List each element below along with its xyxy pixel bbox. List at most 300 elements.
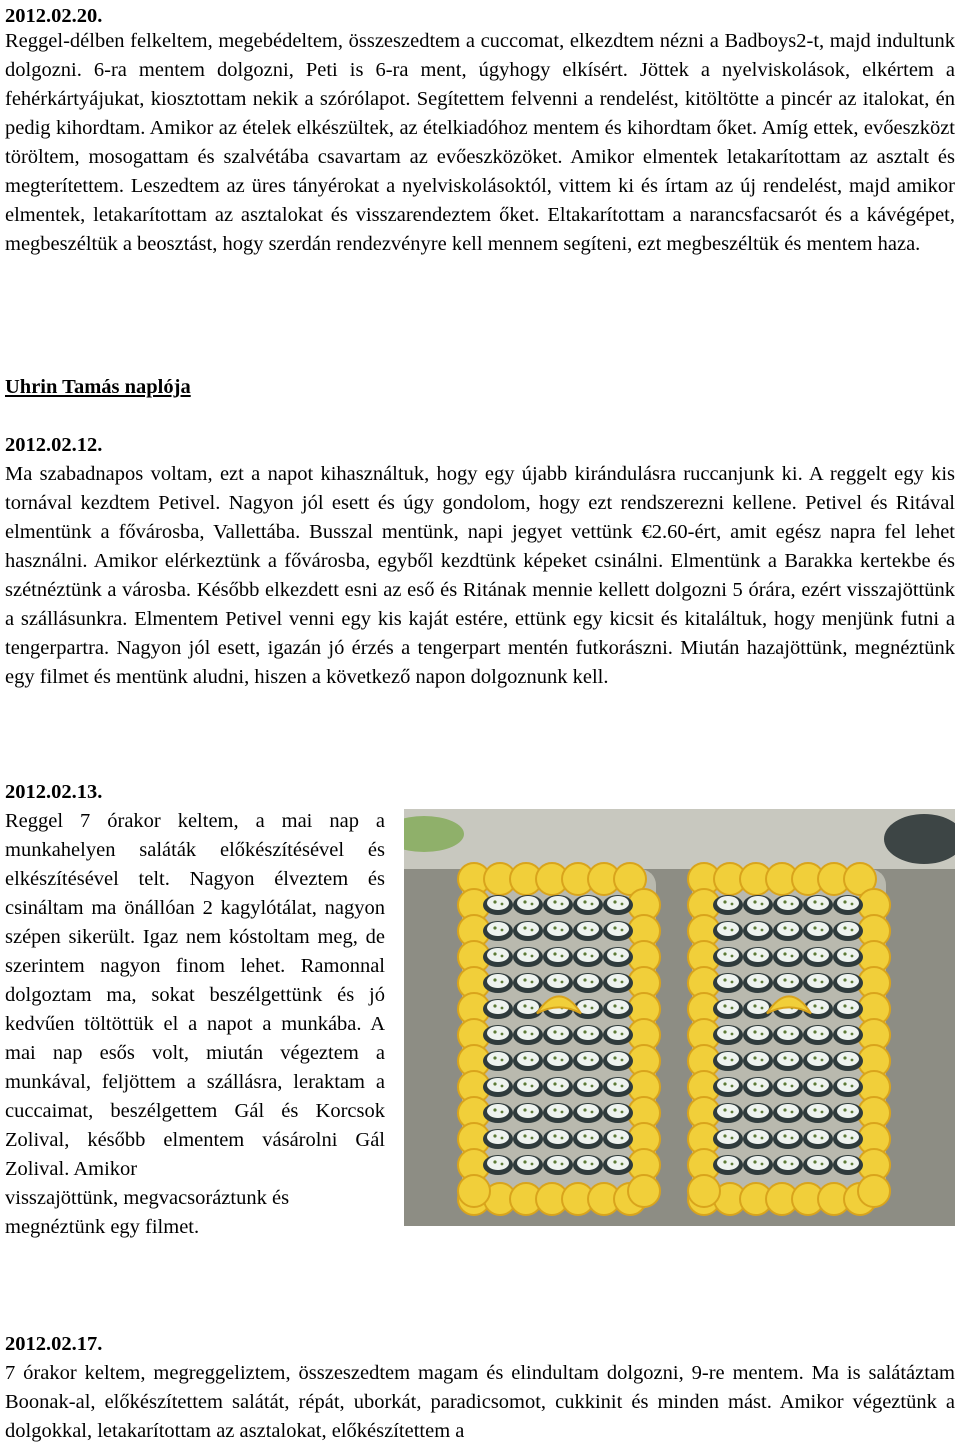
herb-fleck — [851, 1085, 854, 1088]
herb-fleck — [553, 1160, 556, 1163]
herb-fleck — [561, 1059, 564, 1062]
entry-date: 2012.02.17. — [5, 1333, 103, 1355]
herb-fleck — [783, 1160, 786, 1163]
herb-fleck — [501, 1007, 504, 1010]
herb-fleck — [501, 1111, 504, 1114]
herb-fleck — [723, 900, 726, 903]
herb-fleck — [591, 1059, 594, 1062]
herb-fleck — [723, 926, 726, 929]
mussel-filling — [747, 1130, 769, 1144]
entry-with-photo — [5, 807, 955, 1242]
herb-fleck — [553, 1082, 556, 1085]
herb-fleck — [621, 903, 624, 906]
mussel-filling — [717, 896, 739, 910]
herb-fleck — [723, 1004, 726, 1007]
mussel-filling — [577, 1104, 599, 1118]
herb-fleck — [851, 1033, 854, 1036]
herb-fleck — [813, 952, 816, 955]
herb-fleck — [621, 1163, 624, 1166]
mussel-filling — [577, 1156, 599, 1170]
herb-fleck — [501, 929, 504, 932]
mussel-filling — [547, 1026, 569, 1040]
mussel-filling — [837, 1156, 859, 1170]
herb-fleck — [621, 1033, 624, 1036]
herb-fleck — [813, 926, 816, 929]
herb-fleck — [553, 1030, 556, 1033]
herb-fleck — [753, 1160, 756, 1163]
mussel-filling — [607, 1156, 629, 1170]
herb-fleck — [583, 1030, 586, 1033]
herb-fleck — [821, 1111, 824, 1114]
herb-fleck — [591, 1163, 594, 1166]
herb-fleck — [851, 1059, 854, 1062]
herb-fleck — [761, 955, 764, 958]
herb-fleck — [813, 978, 816, 981]
herb-fleck — [583, 1004, 586, 1007]
mussel-filling — [837, 1130, 859, 1144]
herb-fleck — [523, 952, 526, 955]
entry-date: 2012.02.12. — [5, 434, 103, 456]
mussel-filling — [487, 896, 509, 910]
herb-fleck — [561, 981, 564, 984]
herb-fleck — [561, 1137, 564, 1140]
herb-fleck — [731, 955, 734, 958]
herb-fleck — [821, 929, 824, 932]
mussel-filling — [547, 1130, 569, 1144]
herb-fleck — [851, 955, 854, 958]
herb-fleck — [523, 1134, 526, 1137]
herb-fleck — [753, 1030, 756, 1033]
lemon-slice — [628, 1175, 660, 1207]
mussel-filling — [747, 1000, 769, 1014]
mussel-filling — [807, 1078, 829, 1092]
herb-fleck — [613, 1056, 616, 1059]
herb-fleck — [783, 1082, 786, 1085]
herb-fleck — [493, 952, 496, 955]
herb-fleck — [723, 978, 726, 981]
herb-fleck — [561, 1033, 564, 1036]
mussel-filling — [747, 896, 769, 910]
herb-fleck — [731, 903, 734, 906]
herb-fleck — [761, 1059, 764, 1062]
herb-fleck — [561, 1085, 564, 1088]
mussel-filling — [807, 1052, 829, 1066]
herb-fleck — [791, 1163, 794, 1166]
herb-fleck — [561, 1111, 564, 1114]
herb-fleck — [591, 1111, 594, 1114]
mussel-platter-image — [404, 809, 955, 1226]
herb-fleck — [591, 981, 594, 984]
herb-fleck — [813, 1134, 816, 1137]
herb-fleck — [591, 1137, 594, 1140]
mussel-filling — [807, 896, 829, 910]
mussel-filling — [837, 1078, 859, 1092]
mussel-filling — [607, 896, 629, 910]
herb-fleck — [583, 1134, 586, 1137]
herb-fleck — [591, 929, 594, 932]
mussel-filling — [807, 922, 829, 936]
herb-fleck — [621, 955, 624, 958]
herb-fleck — [761, 1033, 764, 1036]
herb-fleck — [791, 1137, 794, 1140]
herb-fleck — [821, 1163, 824, 1166]
herb-fleck — [843, 1082, 846, 1085]
herb-fleck — [761, 1137, 764, 1140]
herb-fleck — [791, 1033, 794, 1036]
mussel-filling — [777, 974, 799, 988]
herb-fleck — [723, 1134, 726, 1137]
herb-fleck — [851, 903, 854, 906]
herb-fleck — [613, 926, 616, 929]
herb-fleck — [613, 978, 616, 981]
entry-paragraph: Ma szabadnapos voltam, ezt a napot kihasználtuk, hogy egy újabb kirándulásra ruccanjunk ki. A reggelt egy kis tornával kezdtem Petivel. Nagyon jól esett és úgy gondolom, hogy ezt rendszerezni kellene. Petivel és Ritával elmentünk a fővárosba, Vallettába. Busszal mentünk, napi jegyet vettünk €2.60-ért, amit egész napra fel lehet használni. Amikor elérkeztünk a fővárosba, egyből kezdtünk képeket csinálni. Elmentünk a Barakka kertekbe és szétnéztünk a városba. Később elkezdett esni az eső és Ritának mennie kellett dolgozni 5 órára, ezért visszajöttünk a szállásunkra. Elmentem Petivel venni egy kis kaját estére, ettünk egy kicsit és kitaláltuk, hogy menjünk futni a tengerpartra. Nagyon jól esett, igazán jó érzés a tengerpart mentén futkorászni. Miután hazajöttünk, megnéztünk egy filmet és mentünk aludni, hiszen a következő napon dolgoznunk kell. — [5, 463, 955, 688]
herb-fleck — [783, 978, 786, 981]
herb-fleck — [553, 1108, 556, 1111]
lemon-slice — [688, 1175, 720, 1207]
mussel-filling — [547, 1052, 569, 1066]
herb-fleck — [583, 1160, 586, 1163]
author-heading: Uhrin Tamás naplója — [5, 376, 191, 398]
herb-fleck — [851, 1137, 854, 1140]
herb-fleck — [613, 1004, 616, 1007]
herb-fleck — [753, 1082, 756, 1085]
herb-fleck — [783, 952, 786, 955]
herb-fleck — [613, 1030, 616, 1033]
herb-fleck — [851, 929, 854, 932]
mussel-filling — [577, 1052, 599, 1066]
mussel-filling — [517, 974, 539, 988]
mussel-filling — [607, 1026, 629, 1040]
herb-fleck — [583, 1082, 586, 1085]
herb-fleck — [591, 1007, 594, 1010]
mussel-filling — [607, 974, 629, 988]
herb-fleck — [501, 1137, 504, 1140]
mussel-filling — [717, 922, 739, 936]
herb-fleck — [531, 981, 534, 984]
herb-fleck — [523, 1082, 526, 1085]
mussel-filling — [717, 1104, 739, 1118]
herb-fleck — [613, 952, 616, 955]
herb-fleck — [613, 1082, 616, 1085]
mussel-filling — [607, 1000, 629, 1014]
herb-fleck — [531, 1085, 534, 1088]
mussel-filling — [487, 1156, 509, 1170]
herb-fleck — [843, 952, 846, 955]
herb-fleck — [753, 1108, 756, 1111]
herb-fleck — [813, 1160, 816, 1163]
herb-fleck — [753, 1004, 756, 1007]
herb-fleck — [821, 1085, 824, 1088]
herb-fleck — [843, 1108, 846, 1111]
herb-fleck — [753, 952, 756, 955]
herb-fleck — [583, 1056, 586, 1059]
herb-fleck — [493, 1160, 496, 1163]
herb-fleck — [843, 926, 846, 929]
mussel-filling — [807, 1130, 829, 1144]
herb-fleck — [731, 1059, 734, 1062]
herb-fleck — [843, 1030, 846, 1033]
mussel-filling — [807, 1156, 829, 1170]
mussel-filling — [517, 922, 539, 936]
herb-fleck — [821, 1059, 824, 1062]
mussel-filling — [547, 896, 569, 910]
entry-paragraph-continuation: visszajöttünk, megvacsoráztunk és megnéztünk egy filmet. — [5, 1187, 290, 1238]
herb-fleck — [761, 903, 764, 906]
entry-date: 2012.02.13. — [5, 781, 103, 803]
herb-fleck — [613, 1108, 616, 1111]
mussel-filling — [517, 1104, 539, 1118]
herb-fleck — [493, 1056, 496, 1059]
herb-fleck — [813, 1056, 816, 1059]
herb-fleck — [493, 900, 496, 903]
herb-fleck — [791, 1085, 794, 1088]
herb-fleck — [583, 952, 586, 955]
herb-fleck — [843, 1134, 846, 1137]
herb-fleck — [501, 903, 504, 906]
mussel-filling — [517, 1026, 539, 1040]
mussel-filling — [487, 974, 509, 988]
mussel-filling — [577, 974, 599, 988]
herb-fleck — [493, 1134, 496, 1137]
mussel-filling — [837, 1052, 859, 1066]
mussel-filling — [717, 1156, 739, 1170]
mussel-filling — [547, 922, 569, 936]
mussel-filling — [517, 1052, 539, 1066]
herb-fleck — [821, 981, 824, 984]
entry-paragraph: Reggel-délben felkeltem, megebédeltem, összeszedtem a cuccomat, elkezdtem nézni a Badboys2-t, majd indultunk dolgozni. 6-ra mentem dolgozni, Peti is 6-ra ment, úgyhogy elkísért. Jöttek a nyelviskolások, elkértem a fehérkártyájukat, kiosztottam nekik a szórólapot. Segítettem felvenni a rendelést, kitöltötte a pincér az italokat, én pedig kihordtam. Amikor az ételek elkészültek, az ételkiadóhoz mentem és kihordtam őket. Amíg ettek, evőeszközt töröltem, mosogattam és szalvétába csavartam az evőeszközöket. Amikor elmentek letakarítottam az asztalt és megterítettem. Leszedtem az üres tányérokat a nyelviskolásoktól, vittem ki és írtam az új rendelést, majd amikor elmentek, letakarítottam az asztalokat és visszarendeztem őket. Eltakarítottam a narancsfacsarót és a kávégépet, megbeszéltük a beosztást, hogy szerdán rendezvényre kell mennem segíteni, ezt megbeszéltük és mentem haza. — [5, 30, 955, 255]
mussel-filling — [487, 1000, 509, 1014]
herb-fleck — [621, 1007, 624, 1010]
herb-fleck — [493, 1004, 496, 1007]
herb-fleck — [621, 1111, 624, 1114]
herb-fleck — [523, 900, 526, 903]
entry-paragraph-left: Reggel 7 órakor keltem, a mai nap a munkahelyen saláták előkészítésével és elkészítésével telt. Nagyon élveztem és csináltam ma önállóan 2 kagylótálat, nagyon szépen sikerült. Igaz nem kóstoltam meg, de szerintem nagyon finom lehet. Ramonnal dolgoztam ma, sokat beszélgettünk és jó kedvűen töltöttük el a napot a munkába. A mai nap esős volt, miután végeztem a munkával, feljöttem a szállásra, leraktam a cuccaimat, beszélgettem Gál és Korcsok Zolival, később elmentem vásárolni Gál Zolival. Amikor — [5, 810, 385, 1180]
herb-fleck — [851, 981, 854, 984]
herb-fleck — [523, 926, 526, 929]
mussel-filling — [837, 1026, 859, 1040]
herb-fleck — [761, 981, 764, 984]
mussel-filling — [547, 1156, 569, 1170]
herb-fleck — [553, 1056, 556, 1059]
entry-date: 2012.02.20. — [5, 5, 103, 27]
herb-fleck — [723, 1082, 726, 1085]
herb-fleck — [501, 981, 504, 984]
herb-fleck — [723, 1030, 726, 1033]
herb-fleck — [791, 955, 794, 958]
mussel-filling — [837, 896, 859, 910]
herb-fleck — [843, 1160, 846, 1163]
herb-fleck — [531, 1033, 534, 1036]
mussel-filling — [747, 1052, 769, 1066]
mussel-filling — [607, 1052, 629, 1066]
herb-fleck — [783, 926, 786, 929]
mussel-filling — [837, 1000, 859, 1014]
mussel-filling — [837, 974, 859, 988]
herb-fleck — [783, 1108, 786, 1111]
mussel-filling — [607, 1130, 629, 1144]
herb-fleck — [783, 1056, 786, 1059]
mussel-filling — [547, 1078, 569, 1092]
herb-fleck — [523, 978, 526, 981]
herb-fleck — [591, 1085, 594, 1088]
herb-fleck — [731, 1007, 734, 1010]
herb-fleck — [493, 1030, 496, 1033]
herb-fleck — [501, 1059, 504, 1062]
mussel-filling — [607, 1078, 629, 1092]
herb-fleck — [501, 1163, 504, 1166]
mussel-filling — [487, 1104, 509, 1118]
mussel-filling — [807, 948, 829, 962]
herb-fleck — [791, 903, 794, 906]
herb-fleck — [583, 1108, 586, 1111]
herb-fleck — [723, 1056, 726, 1059]
mussel-filling — [717, 1000, 739, 1014]
herb-fleck — [731, 1111, 734, 1114]
mussel-filling — [517, 948, 539, 962]
herb-fleck — [791, 981, 794, 984]
herb-fleck — [843, 1004, 846, 1007]
herb-fleck — [821, 1007, 824, 1010]
mussel-filling — [807, 974, 829, 988]
herb-fleck — [553, 952, 556, 955]
herb-fleck — [753, 978, 756, 981]
mussel-filling — [577, 922, 599, 936]
mussel-filling — [577, 1078, 599, 1092]
herb-fleck — [761, 1007, 764, 1010]
herb-fleck — [501, 1033, 504, 1036]
herb-fleck — [553, 900, 556, 903]
herb-fleck — [553, 926, 556, 929]
herb-fleck — [493, 1082, 496, 1085]
mussel-filling — [747, 922, 769, 936]
herb-fleck — [753, 1134, 756, 1137]
mussel-filling — [747, 1026, 769, 1040]
mussel-filling — [487, 1078, 509, 1092]
herb-fleck — [493, 926, 496, 929]
mussel-filling — [547, 1104, 569, 1118]
herb-fleck — [731, 1085, 734, 1088]
herb-fleck — [731, 929, 734, 932]
mussel-filling — [747, 1078, 769, 1092]
mussel-filling — [717, 1026, 739, 1040]
mussel-filling — [717, 1052, 739, 1066]
mussel-filling — [717, 1078, 739, 1092]
herb-fleck — [493, 978, 496, 981]
mussel-filling — [747, 948, 769, 962]
herb-fleck — [583, 926, 586, 929]
herb-fleck — [591, 1033, 594, 1036]
herb-fleck — [531, 1137, 534, 1140]
mussel-filling — [487, 1130, 509, 1144]
herb-fleck — [791, 1111, 794, 1114]
herb-fleck — [851, 1007, 854, 1010]
mussel-filling — [777, 948, 799, 962]
mussel-filling — [777, 896, 799, 910]
mussel-filling — [747, 974, 769, 988]
lemon-slice — [458, 1175, 490, 1207]
herb-fleck — [851, 1163, 854, 1166]
mussel-filling — [487, 948, 509, 962]
herb-fleck — [501, 1085, 504, 1088]
mussel-filling — [717, 1130, 739, 1144]
herb-fleck — [723, 1160, 726, 1163]
mussel-filling — [777, 1130, 799, 1144]
herb-fleck — [561, 1163, 564, 1166]
mussel-filling — [717, 974, 739, 988]
herb-fleck — [523, 1056, 526, 1059]
herb-fleck — [761, 1085, 764, 1088]
mussel-filling — [577, 896, 599, 910]
mussel-filling — [517, 1156, 539, 1170]
herb-fleck — [531, 955, 534, 958]
mussel-filling — [607, 1104, 629, 1118]
herb-fleck — [821, 1033, 824, 1036]
herb-fleck — [761, 1111, 764, 1114]
mussel-filling — [717, 948, 739, 962]
mussel-filling — [777, 1104, 799, 1118]
mussel-filling — [547, 948, 569, 962]
herb-fleck — [813, 1004, 816, 1007]
mussel-filling — [777, 1156, 799, 1170]
herb-fleck — [583, 978, 586, 981]
herb-fleck — [553, 978, 556, 981]
herb-fleck — [591, 903, 594, 906]
herb-fleck — [531, 1059, 534, 1062]
mussel-filling — [807, 1104, 829, 1118]
herb-fleck — [613, 1134, 616, 1137]
herb-fleck — [821, 955, 824, 958]
herb-fleck — [731, 981, 734, 984]
herb-fleck — [523, 1030, 526, 1033]
mussel-filling — [837, 922, 859, 936]
herb-fleck — [791, 929, 794, 932]
mussel-filling — [777, 1078, 799, 1092]
herb-fleck — [621, 1137, 624, 1140]
herb-fleck — [843, 1056, 846, 1059]
herb-fleck — [613, 1160, 616, 1163]
herb-fleck — [813, 1082, 816, 1085]
mussel-filling — [807, 1026, 829, 1040]
herb-fleck — [561, 955, 564, 958]
herb-fleck — [813, 900, 816, 903]
mussel-filling — [607, 922, 629, 936]
mussel-filling — [547, 974, 569, 988]
mussel-filling — [837, 1104, 859, 1118]
herb-fleck — [523, 1108, 526, 1111]
mussel-filling — [777, 1026, 799, 1040]
herb-fleck — [553, 1134, 556, 1137]
lemon-slice — [858, 1175, 890, 1207]
herb-fleck — [761, 1163, 764, 1166]
mussel-filling — [487, 1026, 509, 1040]
herb-fleck — [621, 1059, 624, 1062]
mussel-filling — [777, 922, 799, 936]
mussel-platter-photo — [404, 809, 955, 1226]
herb-fleck — [493, 1108, 496, 1111]
mussel-filling — [517, 1130, 539, 1144]
herb-fleck — [501, 955, 504, 958]
herb-fleck — [723, 1108, 726, 1111]
herb-fleck — [843, 900, 846, 903]
entry-paragraph: 7 órakor keltem, megreggeliztem, összeszedtem magam és elindultam dolgozni, 9-re mentem. Ma is salátáztam Boonak-al, előkészítettem salátát, répát, uborkát, paradicsomot, cukkinit és minden mást. Amikor végeztünk a dolgokkal, letakarítottam az asztalokat, előkészítettem a — [5, 1362, 955, 1442]
herb-fleck — [753, 900, 756, 903]
herb-fleck — [613, 900, 616, 903]
herb-fleck — [783, 1030, 786, 1033]
mussel-filling — [607, 948, 629, 962]
mussel-filling — [517, 1078, 539, 1092]
herb-fleck — [731, 1137, 734, 1140]
mussel-filling — [577, 1026, 599, 1040]
